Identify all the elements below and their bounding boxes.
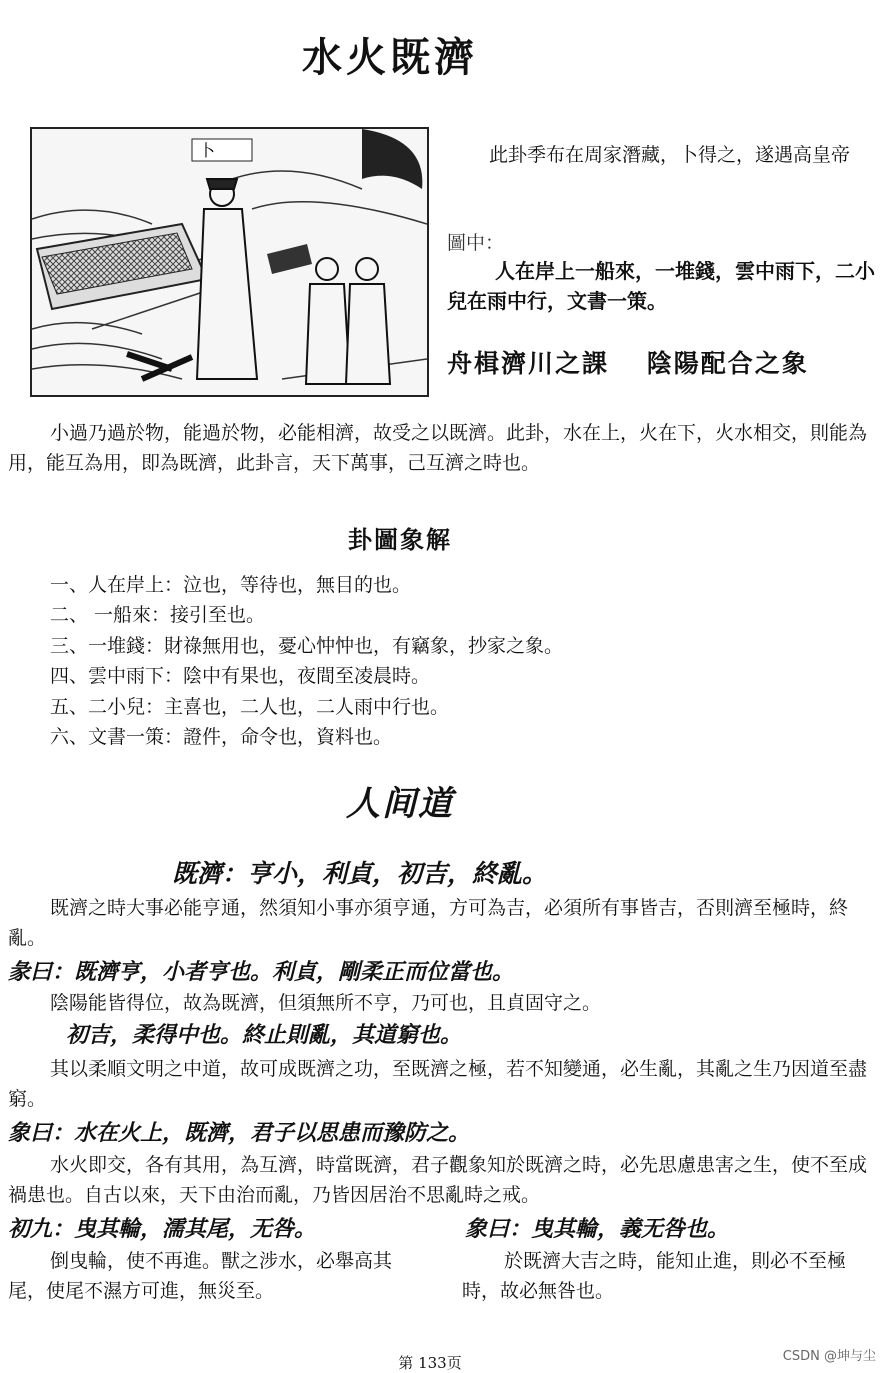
line-one-explanation: 倒曳輪，使不再進。獸之涉水，必舉高其尾，使尾不濕方可進，無災至。 (8, 1250, 393, 1302)
tuan-explanation-1: 陰陽能皆得位，故為既濟，但須無所不亨，乃可也，且貞固守之。 (50, 992, 602, 1014)
image-explanation: 水火即交，各有其用，為互濟，時當既濟，君子觀象知於既濟之時，必先思慮患害之生，使不至成禍患也。自古以來，天下由治而亂，乃皆因居治不思亂時之戒。 (8, 1154, 868, 1206)
line-one-text: 初九：曳其輪，濡其尾，无咎。 (8, 1216, 317, 1242)
intro-text: 此卦季布在周家潛藏，卜得之，遂遇高皇帝 (489, 144, 851, 166)
page-number: 第 133页 (398, 1354, 462, 1372)
section-title-human-way: 人间道 (346, 784, 454, 824)
woodcut-illustration (30, 127, 429, 397)
diagram-item: 二、 一船來：接引至也。 (50, 604, 266, 627)
diagram-item: 一、人在岸上：泣也，等待也，無目的也。 (50, 574, 412, 596)
illustration-sign: 卜 (199, 141, 216, 160)
line-one-image-explanation: 於既濟大吉之時，能知止進，則必不至極時，故必無咎也。 (462, 1250, 847, 1302)
image-commentary: 象曰：水在火上，既濟，君子以思患而豫防之。 (8, 1120, 471, 1146)
diagram-item: 五、二小兒：主喜也，二人也，二人雨中行也。 (50, 695, 450, 718)
judgment-explanation: 既濟之時大事必能亨通，然須知小事亦須亨通，方可為吉，必須所有事皆吉，否則濟至極時，終亂。 (8, 897, 849, 949)
diagram-item: 三、一堆錢：財祿無用也，憂心忡忡也，有竊象，抄家之象。 (50, 634, 564, 657)
diagram-item: 四、雲中雨下：陰中有果也，夜間至凌晨時。 (50, 665, 431, 688)
illustration-drawing (32, 129, 427, 395)
diagram-item: 六、文書一策：證件，命令也，資料也。 (50, 726, 393, 749)
figure-label: 圖中： (447, 232, 505, 254)
hexagram-judgment: 既濟：亨小，利貞，初吉，終亂。 (172, 859, 548, 888)
course-title: 舟楫濟川之課 陰陽配合之象 (447, 349, 809, 378)
intro-paragraph: 小過乃過於物，能過於物，必能相濟，故受之以既濟。此卦，水在上，火在下，火水相交，則能為用，能互為用，即為既濟，此卦言，天下萬事，己互濟之時也。 (8, 422, 868, 474)
watermark: CSDN @坤与尘 (782, 1349, 876, 1364)
diagram-items (50, 570, 563, 752)
figure-description: 人在岸上一船來，一堆錢，雲中雨下，二小兒在雨中行，文書一策。 (447, 259, 875, 313)
tuan-explanation-2: 其以柔順文明之中道，故可成既濟之功，至既濟之極，若不知變通，必生亂，其亂之生乃因道至盡窮。 (8, 1058, 868, 1110)
line-one-image-text: 象曰：曳其輪，義无咎也。 (465, 1216, 730, 1242)
section-title-diagram: 卦圖象解 (348, 525, 452, 554)
tuan-commentary-2: 初吉，柔得中也。終止則亂，其道窮也。 (66, 1022, 463, 1048)
page-title: 水火既濟 (302, 34, 478, 81)
tuan-commentary-1: 彖曰：既濟亨，小者亨也。利貞，剛柔正而位當也。 (8, 959, 515, 985)
